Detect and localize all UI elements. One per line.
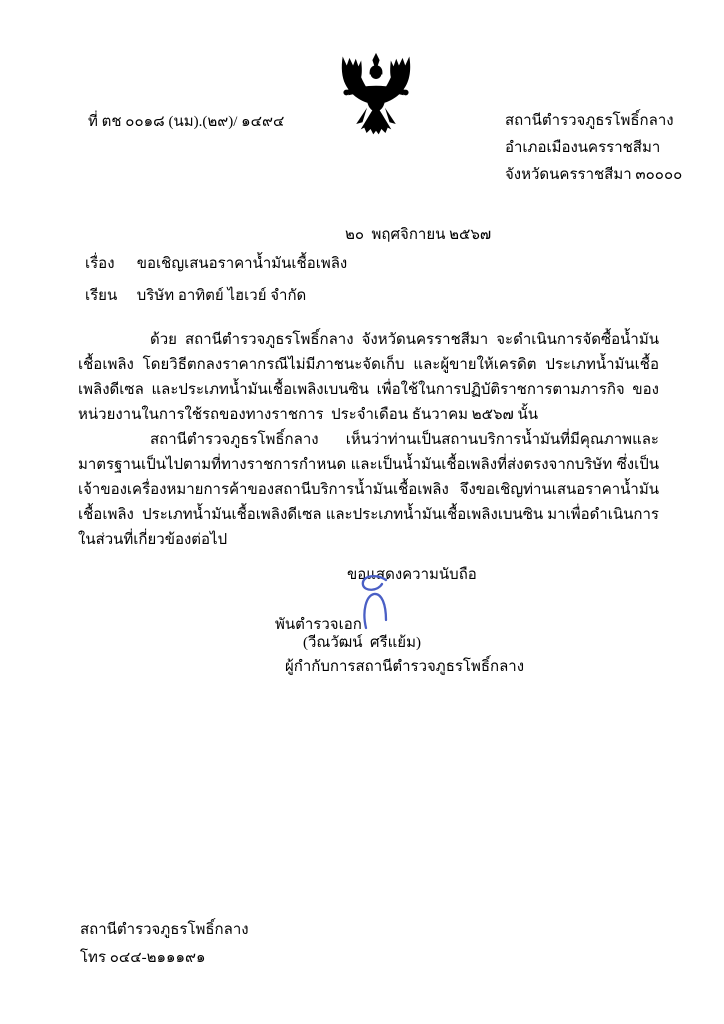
letter-body — [78, 328, 659, 553]
signer-rank: พันตำรวจเอก — [275, 617, 362, 633]
sender-district: อำเภอเมืองนครราชสีมา — [505, 140, 661, 156]
subject-text: ขอเชิญเสนอราคาน้ำมันเชื้อเพลิง — [136, 256, 348, 272]
body-paragraph-2: สถานีตำรวจภูธรโพธิ์กลาง เห็นว่าท่านเป็นสถานบริการน้ำมันที่มีคุณภาพและมาตรฐานเป็นไปตามที่ทางราชการกำหนด และเป็นน้ำมันเชื้อเพลิงที่ส่งตรงจากบริษัท ซึ่งเป็นเจ้าของเครื่องหมายการค้าของสถานีบริการน้ำมันเชื้อเพลิง จึงขอเชิญท่านเสนอราคาน้ำมันเชื้อเพลิง ประเภทน้ำมันเชื้อเพลิงดีเซล และประเภทน้ำมันเชื้อเพลิงเบนซิน มาเพื่อดำเนินการในส่วนที่เกี่ยวข้องต่อไป — [78, 432, 659, 548]
letter-date: ๒๐ พฤศจิกายน ๒๕๖๗ — [345, 227, 492, 243]
addressee-line — [85, 283, 306, 307]
closing-salutation: ขอแสดงความนับถือ — [347, 567, 477, 583]
sender-address-block — [505, 108, 682, 189]
signer-name: (วีณวัฒน์ ศรีแย้ม) — [303, 635, 421, 651]
reference-number: ที่ ตช ๐๐๑๘ (นม).(๒๙)/ ๑๔๙๔ — [88, 114, 285, 130]
footer-organization: สถานีตำรวจภูธรโพธิ์กลาง — [80, 922, 249, 938]
body-paragraph-1: ด้วย สถานีตำรวจภูธรโพธิ์กลาง จังหวัดนครราชสีมา จะดำเนินการจัดซื้อน้ำมันเชื้อเพลิง โดยวิธีตกลงราคากรณีไม่มีภาชนะจัดเก็บ และผู้ขายให้เครดิต ประเภทน้ำมันเชื้อเพลิงดีเซล และประเภทน้ำมันเชื้อเพลิงเบนซิน เพื่อใช้ในการปฏิบัติราชการตามภารกิจ ของหน่วยงานในการใช้รถของทางราชการ ประจำเดือน ธันวาคม ๒๕๖๗ นั้น — [78, 332, 659, 423]
sender-org: สถานีตำรวจภูธรโพธิ์กลาง — [505, 113, 674, 129]
footer-phone: โทร ๐๔๔-๒๑๑๑๙๑ — [80, 950, 206, 966]
addressee-text: บริษัท อาทิตย์ ไฮเวย์ จำกัด — [136, 288, 307, 304]
sender-province: จังหวัดนครราชสีมา ๓๐๐๐๐ — [505, 167, 683, 183]
signer-position: ผู้กำกับการสถานีตำรวจภูธรโพธิ์กลาง — [285, 659, 525, 675]
subject-label: เรื่อง — [85, 256, 115, 272]
addressee-label: เรียน — [85, 288, 118, 304]
garuda-emblem-icon — [331, 52, 421, 142]
subject-line — [85, 251, 347, 275]
